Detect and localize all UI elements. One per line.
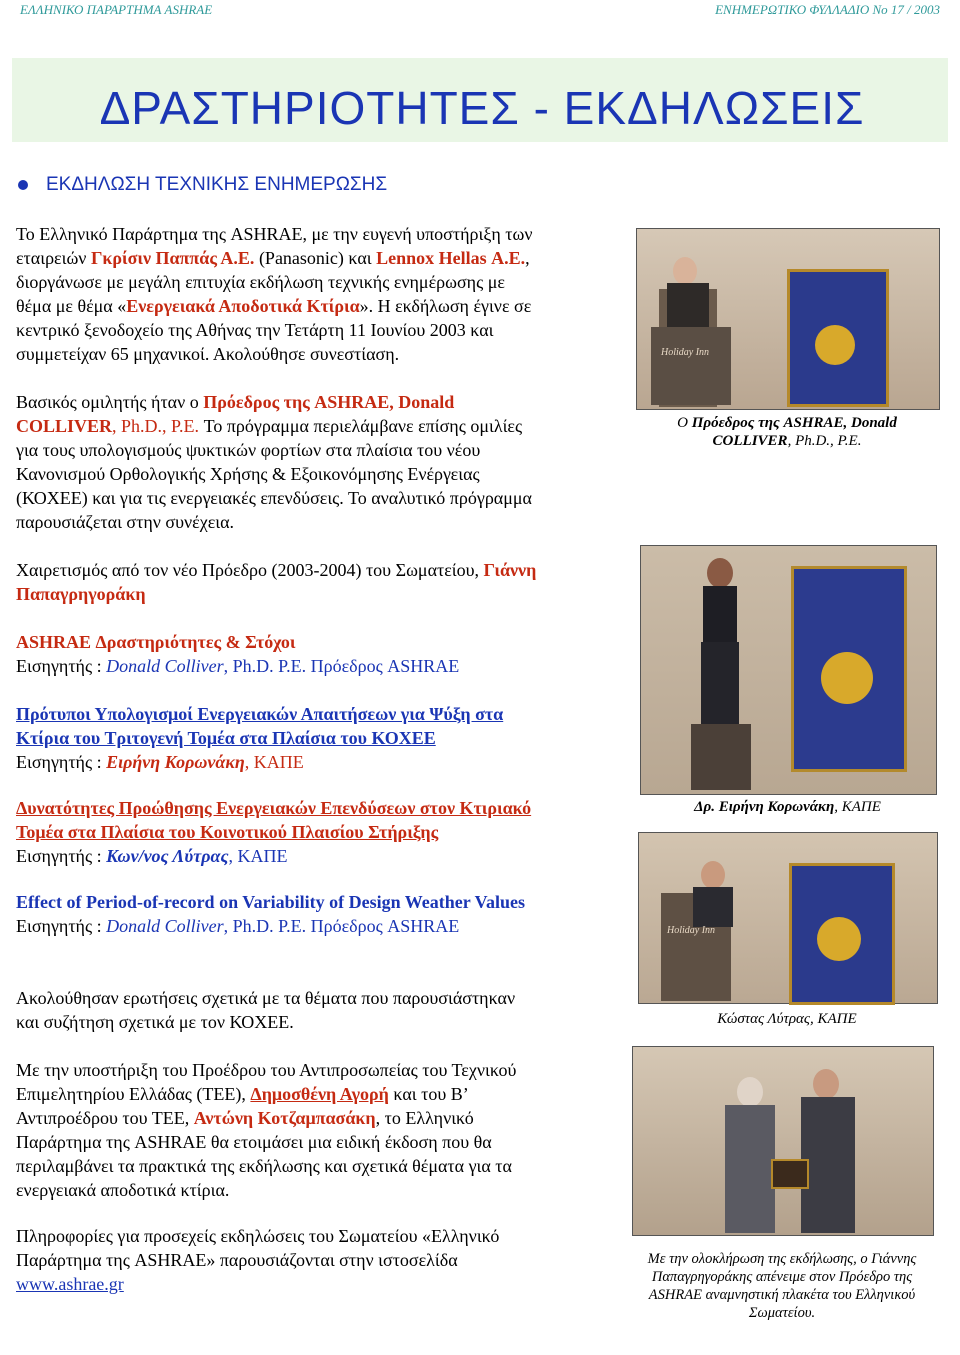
speaker-title: , Ph.D., P.E.: [112, 416, 200, 436]
text: και συζήτηση σχετικά με τον ΚΟΧΕΕ.: [16, 1012, 294, 1032]
intro-line: συμμετείχαν 65 μηχανικοί. Ακολούθησε συνεστίαση.: [16, 344, 400, 364]
presenter-affiliation: , ΚΑΠΕ: [228, 846, 288, 866]
caption-line: [626, 432, 948, 450]
speaker-name: Πρόεδρος της ASHRAE, Donald: [203, 392, 455, 412]
greeting: [16, 558, 612, 606]
presenter-name: Ειρήνη Κορωνάκη: [106, 752, 245, 772]
presenter-affiliation: , ΚΑΠΕ: [244, 752, 304, 772]
text: ,: [525, 248, 530, 268]
caption-line: Παπαγρηγοράκης απένειμε στον Πρόεδρο της: [651, 1269, 913, 1285]
caption-name: Πρόεδρος της ASHRAE, Donald: [691, 415, 897, 431]
person-name: Δημοσθένη Αγορή: [250, 1084, 389, 1104]
caption-line: Με την ολοκλήρωση της εκδήλωσης, ο Γιάννης: [647, 1251, 917, 1267]
caption-plaque: [622, 1250, 942, 1322]
sponsor-name: Lennox Hellas Α.Ε.: [376, 248, 526, 268]
tee-line: [16, 1106, 606, 1130]
caption-koronaki: [640, 798, 935, 816]
text: Εισηγητής :: [16, 656, 107, 676]
text: Πληροφορίες για προσεχείς εκδηλώσεις του Σωματείου «Ελληνικό: [16, 1226, 500, 1246]
text: Παράρτημα της ASHRAE» παρουσιάζονται στην ιστοσελίδα: [16, 1250, 458, 1270]
caption-colliver: [626, 414, 948, 450]
tee-line: [16, 1082, 606, 1106]
text: (Panasonic) και: [254, 248, 377, 268]
program-item: [16, 796, 626, 868]
caption-name: Δρ. Ειρήνη Κορωνάκη: [694, 799, 835, 815]
event-theme: Ενεργειακά Αποδοτικά Κτίρια: [126, 296, 360, 316]
greeting-line: [16, 558, 612, 582]
text: περιλαμβάνει τα πρακτικά της εκδήλωσης και σχετικά θέματα για τα: [16, 1156, 512, 1176]
text: Παράρτημα της ASHRAE θα ετοιμάσει μια ειδική έκδοση που θα: [16, 1132, 492, 1152]
text: , ΚΑΠΕ: [834, 799, 881, 815]
text: ενεργειακά αποδοτικά κτίρια.: [16, 1180, 230, 1200]
presenter-line: [16, 654, 626, 678]
program-item: [16, 702, 626, 774]
text: ». Η εκδήλωση έγινε σε: [359, 296, 532, 316]
presenter-name: Κων/νος Λύτρας: [106, 846, 229, 866]
presenter-line: [16, 914, 636, 938]
text: Με την υποστήριξη του Προέδρου του Αντιπροσωπείας του Τεχνικού: [16, 1060, 517, 1080]
sponsor-name: Γκρίσιν Παππάς Α.Ε.: [90, 248, 255, 268]
intro-line: Το Ελληνικό Παράρτημα της ASHRAE, με την ευγενή υποστήριξη των: [16, 224, 533, 244]
website-link[interactable]: www.ashrae.gr: [16, 1274, 124, 1294]
section-heading-text: ΕΚΔΗΛΩΣΗ ΤΕΧΝΙΚΗΣ ΕΝΗΜΕΡΩΣΗΣ: [46, 174, 388, 195]
speaker-name: COLLIVER: [16, 416, 113, 436]
program-item: [16, 630, 626, 678]
text: Ακολούθησαν ερωτήσεις σχετικά με τα θέματα που παρουσιάστηκαν: [16, 988, 516, 1008]
text: Το πρόγραμμα περιελάμβανε επίσης ομιλίες: [199, 416, 523, 436]
speaker-line: παρουσιάζεται στην συνέχεια.: [16, 512, 235, 532]
text: θέμα με θέμα «: [16, 296, 127, 316]
text: και του Β’: [388, 1084, 469, 1104]
program-title: ASHRAE Δραστηριότητες & Στόχοι: [16, 632, 296, 652]
program-title: Effect of Period-of-record on Variability of Design Weather Values: [16, 892, 525, 912]
presenter-name: Donald Colliver: [106, 916, 224, 936]
photo-lytras: [638, 832, 938, 1004]
text: Χαιρετισμός από τον νέο Πρόεδρο (2003-2004) του Σωματείου,: [16, 560, 484, 580]
header-right: ΕΝΗΜΕΡΩΤΙΚΟ ΦΥΛΛΑΔΙΟ Νο 17 / 2003: [715, 2, 940, 17]
caption-line: [626, 414, 948, 432]
text: , Ph.D., P.E.: [787, 433, 862, 449]
tee-paragraph: [16, 1058, 606, 1202]
header-left: ΕΛΛΗΝΙΚΟ ΠΑΡΑΡΤΗΜΑ ASHRAE: [20, 2, 213, 17]
text: εταιρειών: [16, 248, 91, 268]
program-title: Τομέα στα Πλαίσια του Κοινοτικού Πλαισίου Στήριξης: [16, 822, 439, 842]
section-heading: [18, 174, 387, 196]
speaker-paragraph: [16, 390, 612, 534]
program-title: Πρότυποι Υπολογισμοί Ενεργειακών Απαιτήσεων για Ψύξη στα: [16, 704, 504, 724]
bullet-icon: [18, 180, 28, 190]
intro-line: [16, 294, 612, 318]
presenter-affiliation: , Ph.D. P.E. Πρόεδρος ASHRAE: [223, 656, 460, 676]
text: Εισηγητής :: [16, 752, 107, 772]
program-title: Κτίρια του Τριτογενή Τομέα στα Πλαίσια του ΚΟΧΕΕ: [16, 728, 436, 748]
president-name: Γιάννη: [483, 560, 537, 580]
intro-line: διοργάνωσε με μεγάλη επιτυχία εκδήλωση τεχνικής ενημέρωσης με: [16, 272, 505, 292]
program-item: [16, 890, 636, 938]
info-paragraph: [16, 1224, 606, 1296]
presenter-line: [16, 844, 626, 868]
caption-name: COLLIVER: [712, 433, 788, 449]
speaker-line: Κανονισμού Ορθολογικής Χρήσης & Εξοικονόμησης Ενέργειας: [16, 464, 480, 484]
speaker-line: [16, 414, 612, 438]
text: Εισηγητής :: [16, 846, 107, 866]
questions-paragraph: [16, 986, 626, 1034]
text: Επιμελητηρίου Ελλάδας (ΤΕΕ),: [16, 1084, 251, 1104]
caption-lytras: Κώστας Λύτρας, ΚΑΠΕ: [717, 1011, 857, 1027]
text: Αντιπροέδρου του ΤΕΕ,: [16, 1108, 194, 1128]
hotel-sign: Holiday Inn: [661, 347, 710, 358]
text: Βασικός ομιλητής ήταν ο: [16, 392, 204, 412]
presenter-name: Donald Colliver: [106, 656, 224, 676]
presenter-line: [16, 750, 626, 774]
photo-koronaki: [640, 545, 937, 795]
intro-paragraph: [16, 222, 612, 366]
text: Ο: [677, 415, 692, 431]
hotel-sign: Holiday Inn: [667, 925, 716, 936]
person-name: Αντώνη Κοτζαμπασάκη: [193, 1108, 376, 1128]
intro-line: κεντρικό ξενοδοχείο της Αθήνας την Τετάρτη 11 Ιουνίου 2003 και: [16, 320, 494, 340]
photo-colliver-podium: [636, 228, 940, 410]
page-title: ΔΡΑΣΤΗΡΙΟΤΗΤΕΣ - ΕΚΔΗΛΩΣΕΙΣ: [99, 82, 865, 134]
photo-plaque: [632, 1046, 934, 1236]
text: Εισηγητής :: [16, 916, 107, 936]
intro-line: [16, 246, 612, 270]
text: , το Ελληνικό: [375, 1108, 474, 1128]
caption-line: Σωματείου.: [748, 1305, 816, 1321]
program-title: Δυνατότητες Προώθησης Ενεργειακών Επενδύσεων στον Κτιριακό: [16, 798, 532, 818]
caption-line: ASHRAE αναμνηστική πλακέτα του Ελληνικού: [648, 1287, 916, 1303]
presenter-affiliation: , Ph.D. P.E. Πρόεδρος ASHRAE: [223, 916, 460, 936]
speaker-line: [16, 390, 612, 414]
speaker-line: για τους υπολογισμούς ψυκτικών φορτίων στα πλαίσια του νέου: [16, 440, 481, 460]
speaker-line: (ΚΟΧΕΕ) και για τις ενεργειακές επενδύσεις. Το αναλυτικό πρόγραμμα: [16, 488, 532, 508]
president-name: Παπαγρηγοράκη: [16, 584, 146, 604]
